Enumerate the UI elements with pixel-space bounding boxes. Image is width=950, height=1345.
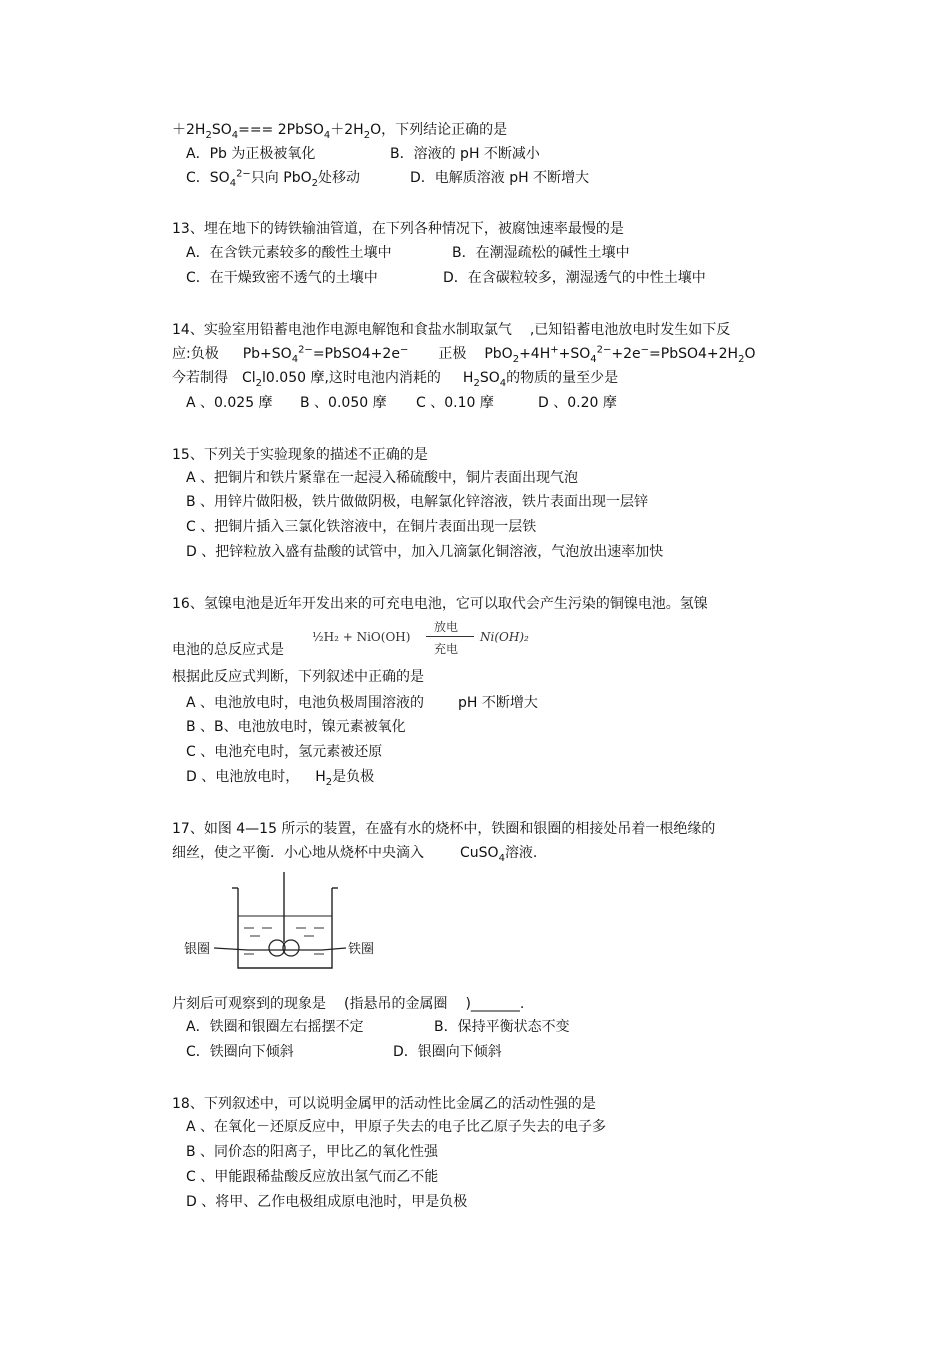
q16-option-c: C 、电池充电时，氢元素被还原 — [186, 744, 383, 760]
q17-stem-line1: 17、如图 4—15 所示的装置，在盛有水的烧杯中，铁圈和银圈的相接处吊着一根绝缘的 — [172, 821, 716, 837]
q17-option-d: D．银圈向下倾斜 — [393, 1044, 502, 1060]
q15-stem: 15、下列关于实验现象的描述不正确的是 — [172, 447, 428, 463]
q14-stem-line2: 应:负极 $Pb+SO_4^{2-}=PbSO4+2e^-$ 正极 $PbO_2+4H^++SO_4^{2-}+2e^-=PbSO4+2H_2O$ — [172, 344, 756, 365]
q14-option-a: A 、0.025 摩 — [186, 395, 273, 411]
q14-stem-line3: 今若制得 $Cl_2l0.050$ 摩,这时电池内消耗的 $H_2SO_4$的物质的量至少是 — [172, 370, 619, 389]
q16-stem-line2: 电池的总反应式是 — [172, 642, 284, 658]
q18-option-b: B 、同价态的阳离子，甲比乙的氧化性强 — [186, 1144, 439, 1160]
q13-option-c: C．在干燥致密不透气的土壤中 — [186, 270, 378, 286]
q16-stem-line1: 16、氢镍电池是近年开发出来的可充电电池，它可以取代会产生污染的铜镍电池。氢镍 — [172, 596, 708, 612]
q15-option-c: C 、把铜片插入三氯化铁溶液中，在铜片表面出现一层铁 — [186, 519, 537, 535]
beaker-diagram — [180, 870, 400, 980]
equation-arrow — [426, 636, 474, 637]
q13-option-a: A．在含铁元素较多的酸性土壤中 — [186, 245, 392, 261]
q14-option-b: B 、0.050 摩 — [300, 395, 387, 411]
q17-option-b: B．保持平衡状态不变 — [434, 1019, 570, 1035]
q18-stem: 18、下列叙述中，可以说明金属甲的活动性比金属乙的活动性强的是 — [172, 1096, 596, 1112]
q16-option-a: A 、电池放电时，电池负极周围溶液的 pH 不断增大 — [186, 695, 538, 711]
q17-option-c: C．铁圈向下倾斜 — [186, 1044, 294, 1060]
q12-option-c: C．$SO_4^{2-}$只向 PbO$_2$处移动 — [186, 168, 360, 189]
q12-stem-tail: $+2H_2SO_4===$ $2PbSO_4+2H_2O$，下列结论正确的是 — [172, 122, 508, 141]
q15-option-b: B 、用锌片做阳极，铁片做做阴极，电解氯化锌溶液，铁片表面出现一层锌 — [186, 494, 649, 510]
q14-stem-line1: 14、实验室用铅蓄电池作电源电解饱和食盐水制取氯气 ,已知铅蓄电池放电时发生如下反 — [172, 322, 731, 338]
label-iron-ring: 铁圈 — [348, 942, 375, 957]
q17-stem-line3: 片刻后可观察到的现象是 (指悬吊的金属圈 )_______. — [172, 996, 525, 1012]
q12-option-a: A．Pb 为正极被氧化 — [186, 146, 316, 162]
q13-option-b: B．在潮湿疏松的碱性土壤中 — [452, 245, 630, 261]
label-silver-ring: 银圈 — [184, 942, 211, 957]
q16-option-b: B 、B、电池放电时，镍元素被氧化 — [186, 719, 406, 735]
q12-option-b: B．溶液的 pH 不断减小 — [390, 146, 540, 162]
q17-option-a: A．铁圈和银圈左右摇摆不定 — [186, 1019, 364, 1035]
q18-option-a: A 、在氧化－还原反应中，甲原子失去的电子比乙原子失去的电子多 — [186, 1119, 607, 1135]
q17-stem-line2: 细丝，使之平衡．小心地从烧杯中央滴入 CuSO$_4$溶液. — [172, 845, 538, 864]
q18-option-d: D 、将甲、乙作电极组成原电池时，甲是负极 — [186, 1194, 468, 1210]
q13-option-d: D．在含碳粒较多，潮湿透气的中性土壤中 — [443, 270, 706, 286]
q13-stem: 13、埋在地下的铸铁输油管道，在下列各种情况下，被腐蚀速率最慢的是 — [172, 221, 624, 237]
q16-reaction-equation — [312, 618, 542, 656]
q12-option-d: D．电解质溶液 pH 不断增大 — [410, 170, 590, 186]
q16-stem-line3: 根据此反应式判断，下列叙述中正确的是 — [172, 669, 424, 685]
q15-option-a: A 、把铜片和铁片紧靠在一起浸入稀硫酸中，铜片表面出现气泡 — [186, 470, 579, 486]
equation-left: ½H₂ + NiO(OH) — [312, 630, 411, 644]
left-label-leader — [214, 948, 248, 950]
q16-option-d: D 、电池放电时， $H_2$是负极 — [186, 769, 375, 788]
equation-arrow-top-label: 放电 — [434, 620, 459, 634]
equation-arrow-bottom-label: 充电 — [434, 642, 459, 656]
q14-option-c: C 、0.10 摩 — [416, 395, 494, 411]
q18-option-c: C 、甲能跟稀盐酸反应放出氢气而乙不能 — [186, 1169, 439, 1185]
equation-right: Ni(OH)₂ — [480, 630, 529, 644]
q14-option-d: D 、0.20 摩 — [538, 395, 617, 411]
q15-option-d: D 、把锌粒放入盛有盐酸的试管中，加入几滴氯化铜溶液，气泡放出速率加快 — [186, 544, 664, 560]
right-label-leader — [322, 948, 346, 950]
